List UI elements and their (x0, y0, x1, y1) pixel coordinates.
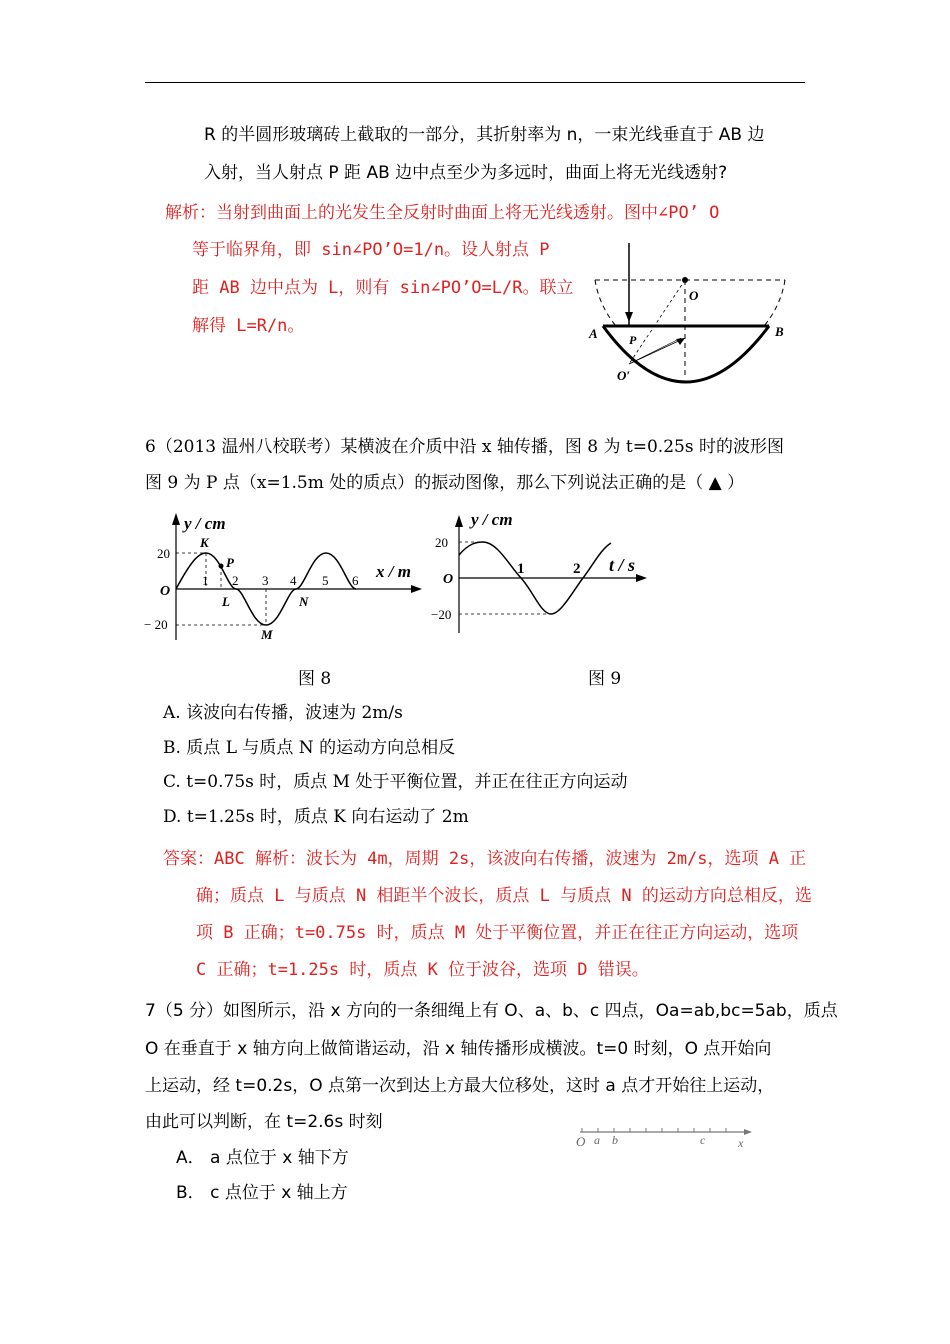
q7-label-x: x (738, 1136, 744, 1150)
q5-line-2: 入射，当人射点 P 距 AB 边中点至少为多远时，曲面上将无光线透射? (204, 163, 728, 183)
q6-answer-3: 项 B 正确；t=0.75s 时，质点 M 处于平衡位置，并正在往正方向运动，选项 (196, 923, 799, 943)
fig9-ytick-20: 20 (435, 535, 448, 550)
fig8-xlabel: x / m (376, 562, 411, 581)
q6-option-d: D. t=1.25s 时，质点 K 向右运动了 2m (163, 807, 469, 827)
q6-stem-2: 图 9 为 P 点（x=1.5m 处的质点）的振动图像，那么下列说法正确的是（ ▲ ） (145, 473, 745, 493)
fig9-ytick-neg20: −20 (431, 607, 452, 622)
q7-line-4: 由此可以判断，在 t=2.6s 时刻 (145, 1112, 383, 1132)
q5-analysis-3: 距 AB 边中点为 L，则有 sin∠PO’O=L/R。联立 (192, 278, 574, 298)
q7-option-b: B． c 点位于 x 轴上方 (176, 1183, 348, 1203)
fig8-xtick-1: 1 (202, 573, 209, 588)
fig8-point-P: P (226, 555, 234, 570)
fig8-xtick-4: 4 (290, 573, 297, 588)
figure-9-vibration-graph (425, 505, 655, 635)
header-rule (145, 82, 805, 83)
fig8-xtick-3: 3 (262, 573, 269, 588)
fig5-label-P: P (629, 333, 637, 347)
q5-line-1: R 的半圆形玻璃砖上截取的一部分，其折射率为 n，一束光线垂直于 AB 边 (204, 125, 765, 145)
q7-line-2: O 在垂直于 x 轴方向上做简谐运动，沿 x 轴传播形成横波。t=0 时刻，O 点开始向 (145, 1039, 772, 1059)
q5-analysis-1: 解析：当射到曲面上的光发生全反射时曲面上将无光线透射。图中∠PO’ O (165, 203, 720, 223)
q7-option-a: A． a 点位于 x 轴下方 (176, 1148, 349, 1168)
q6-option-c: C. t=0.75s 时，质点 M 处于平衡位置，并正在往正方向运动 (163, 772, 628, 792)
fig5-label-A: A (589, 326, 598, 341)
q7-line-1: 7（5 分）如图所示，沿 x 方向的一条细绳上有 O、a、b、c 四点，Oa=ab,bc=5ab，质点 (145, 1001, 838, 1021)
q7-label-a: a (594, 1133, 600, 1147)
fig8-xtick-5: 5 (322, 573, 329, 588)
q7-line-3: 上运动，经 t=0.2s，O 点第一次到达上方最大位移处，这时 a 点才开始往上运动， (145, 1076, 775, 1096)
q6-stem-1: 6（2013 温州八校联考）某横波在介质中沿 x 轴传播，图 8 为 t=0.25s 时的波形图 (145, 437, 784, 457)
q6-answer-4: C 正确；t=1.25s 时，质点 K 位于波谷，选项 D 错误。 (196, 960, 649, 980)
q5-analysis-2: 等于临界角，即 sin∠PO’O=1/n。设人射点 P (192, 240, 550, 260)
fig9-xtick-1: 1 (517, 561, 525, 577)
fig9-xtick-2: 2 (573, 561, 581, 577)
q6-option-a: A. 该波向右传播，波速为 2m/s (163, 703, 403, 723)
fig8-origin: O (160, 584, 171, 599)
q7-label-c: c (700, 1133, 706, 1147)
fig5-label-O-prime: O′ (617, 368, 631, 383)
fig8-point-N: N (299, 594, 309, 609)
fig5-label-B: B (775, 324, 784, 339)
q7-label-b: b (612, 1133, 618, 1147)
fig8-ylabel: y / cm (184, 514, 226, 533)
fig9-origin: O (443, 572, 454, 587)
fig8-xtick-2: 2 (232, 573, 239, 588)
figure-8-wave-graph (140, 505, 425, 645)
fig5-label-O: O (689, 288, 699, 303)
fig8-ytick-20: 20 (157, 546, 170, 561)
fig8-xtick-6: 6 (352, 573, 359, 588)
fig9-ylabel: y / cm (471, 510, 513, 529)
fig8-ytick-neg20: − 20 (144, 617, 168, 632)
q6-answer-1: 答案：ABC 解析：波长为 4m，周期 2s，该波向右传播，波速为 2m/s，选项 A 正 (163, 849, 807, 869)
fig8-point-M: M (261, 627, 273, 642)
semicircle-glass-figure (585, 238, 795, 388)
fig9-xlabel: t / s (609, 555, 636, 575)
q7-label-O: O (576, 1134, 586, 1149)
q6-answer-2: 确；质点 L 与质点 N 相距半个波长，质点 L 与质点 N 的运动方向总相反，选 (196, 886, 812, 906)
fig8-caption: 图 8 (298, 669, 332, 689)
q6-option-b: B. 质点 L 与质点 N 的运动方向总相反 (163, 738, 456, 758)
fig8-point-L: L (222, 594, 230, 609)
q5-analysis-4: 解得 L=R/n。 (192, 316, 305, 336)
fig9-caption: 图 9 (588, 669, 622, 689)
q7-rope-axis-figure (572, 1120, 762, 1152)
fig8-point-K: K (200, 535, 209, 550)
